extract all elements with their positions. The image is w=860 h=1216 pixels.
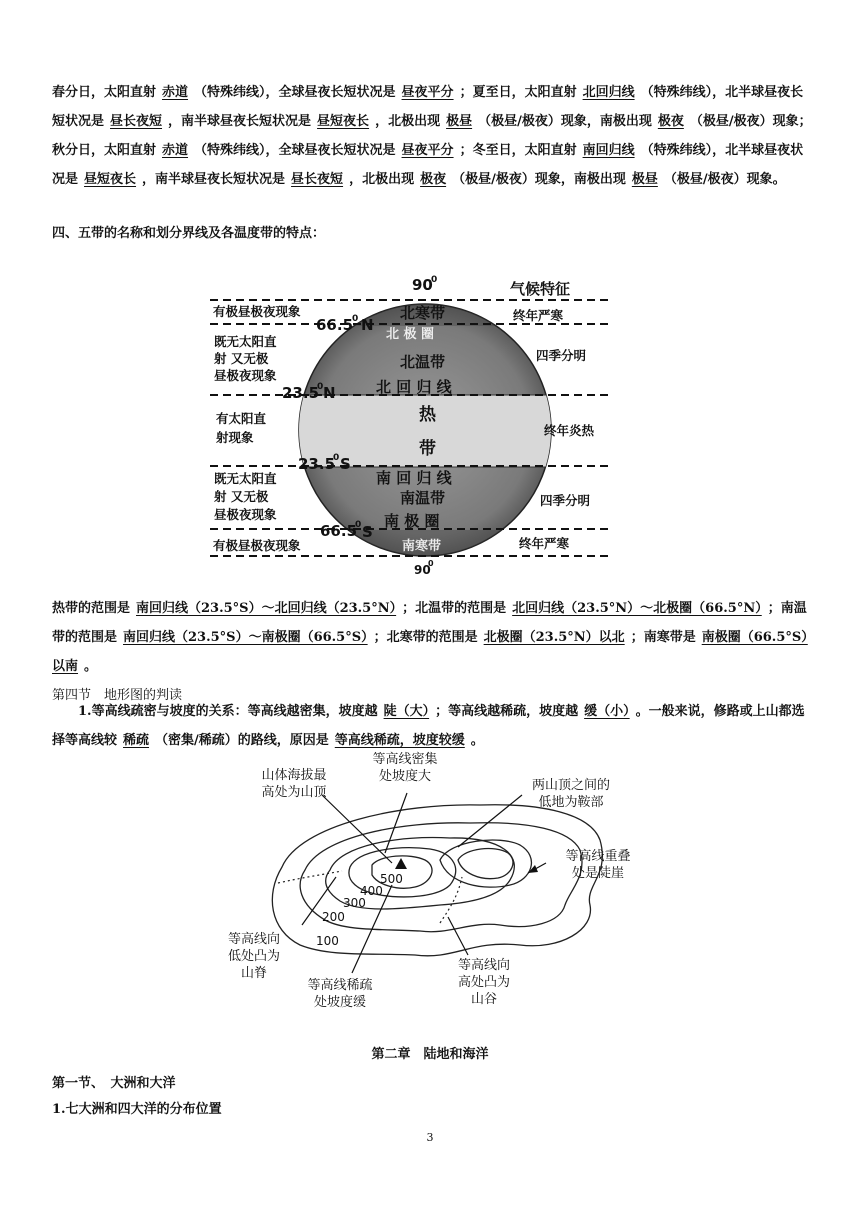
svg-text:23.5: 23.5 [298,455,336,473]
svg-text:射 又无极: 射 又无极 [214,489,269,504]
svg-text:低地为鞍部: 低地为鞍部 [538,795,604,810]
svg-text:0: 0 [355,520,362,530]
svg-text:N: N [323,384,336,402]
svg-text:0: 0 [431,275,438,285]
svg-text:处坡度缓: 处坡度缓 [313,995,367,1010]
svg-text:N: N [361,316,374,334]
svg-text:等高线向: 等高线向 [457,958,511,973]
svg-text:两山顶之间的: 两山顶之间的 [531,778,611,793]
svg-text:等高线向: 等高线向 [227,932,281,947]
tropic-label-2: 带 [419,439,436,459]
climate-header: 气候特征 [510,280,571,298]
svg-text:0: 0 [317,382,324,392]
item-continents-oceans: 1.七大洲和四大洋的分布位置 [52,1102,222,1117]
svg-text:等高线密集: 等高线密集 [372,752,438,767]
left-polar-south: 有极昼极夜现象 [213,538,301,553]
svg-text:射现象: 射现象 [216,430,254,445]
page-number: 3 [426,1131,434,1144]
svg-text:既无太阳直: 既无太阳直 [214,334,277,349]
svg-text:有太阳直: 有太阳直 [216,411,267,426]
svg-text:0: 0 [352,314,359,324]
solar-terms-paragraph: 春分日，太阳直射 赤道 （特殊纬线），全球昼夜长短状况是 昼夜平分 ；夏至日，太阳直射 北回归线 （特殊纬线），北半球昼夜长短状况是 昼长夜短 ，南半球昼夜长短状况是 昼短夜长 ，北极出现 极昼 （极昼/极夜）现象，南极出现 极夜 （极昼/极夜）现象；秋分日，太阳直射 赤道 （特殊纬线），全球昼夜长短状况是 昼夜平分 ；冬至日，太阳直射 南回归线 （特殊纬线），北半球昼夜状况是 昼短夜长 ，南半球昼夜长短状况是 昼长夜短 ，北极出现 极夜 （极昼/极夜）现象，南极出现 极昼 （极昼/极夜）现象。 [52,85,812,187]
svg-text:等高线稀疏: 等高线稀疏 [307,978,373,993]
south-temperate-label: 南温带 [400,489,446,507]
north-temperate-label: 北温带 [400,353,446,371]
right-temperate-north: 四季分明 [536,348,587,363]
tropic-cancer-label: 北 回 归 线 [376,378,452,396]
north-frigid-label: 北寒带 [400,304,446,322]
svg-text:0: 0 [428,559,434,568]
peak-triangle [395,858,407,869]
south-frigid-label: 南寒带 [402,539,442,554]
svg-text:处是陡崖: 处是陡崖 [571,866,625,881]
chapter-title: 第二章 陆地和海洋 [371,1047,489,1062]
tropic-capricorn-label: 南 回 归 线 [376,469,452,487]
contour-label-500: 500 [380,872,403,886]
contour-label-400: 400 [360,884,383,898]
svg-text:山体海拔最: 山体海拔最 [261,768,327,783]
svg-text:处坡度大: 处坡度大 [378,769,432,784]
right-tropic: 终年炎热 [544,423,595,438]
antarctic-circle-label: 南 极 圈 [384,512,440,530]
svg-text:S: S [362,523,373,541]
heading-five-zones: 四、五带的名称和划分界线及各温度带的特点： [52,226,326,241]
tropic-label-1: 热 [419,405,436,425]
svg-text:0: 0 [333,453,340,463]
svg-text:既无太阳直: 既无太阳直 [214,471,277,486]
svg-text:山谷: 山谷 [470,992,498,1007]
right-temperate-south: 四季分明 [540,493,591,508]
svg-text:S: S [340,455,351,473]
contour-paragraph: 1.等高线疏密与坡度的关系：等高线越密集，坡度越 陡（大） ；等高线越稀疏，坡度越 缓（小） 。一般来说，修路或上山都选择等高线较 稀疏 （密集/稀疏）的路线，原因是 等高线稀疏，坡度较缓 。 [52,704,805,748]
arctic-circle-label: 北 极 圈 [386,327,435,342]
svg-text:高处凸为: 高处凸为 [457,975,511,990]
svg-text:低处凸为: 低处凸为 [227,949,281,964]
svg-text:66.5: 66.5 [316,316,354,334]
svg-text:23.5: 23.5 [282,384,320,402]
svg-text:昼极夜现象: 昼极夜现象 [214,507,277,522]
section-title-topo: 第四节 地形图的判读 [52,688,183,703]
contour-diagram [0,745,860,1035]
right-polar-south: 终年严寒 [519,536,570,551]
section-title-continents: 第一节、 大洲和大洋 [52,1076,176,1091]
svg-text:等高线重叠: 等高线重叠 [565,849,631,864]
svg-text:山脊: 山脊 [240,966,268,981]
top-degree: 90 [412,276,433,294]
svg-text:昼极夜现象: 昼极夜现象 [214,368,277,383]
second-peak-inner [458,849,513,879]
svg-text:射 又无极: 射 又无极 [214,351,269,366]
contour-label-100: 100 [316,934,339,948]
zone-ranges-paragraph: 热带的范围是 南回归线（23.5°S）～北回归线（23.5°N） ；北温带的范围是 北回归线（23.5°N）～北极圈（66.5°N） ；南温带的范围是 南回归线（23.5°S）～南极圈（66.5°S） ；北寒带的范围是 北极圈（23.5°N）以北 ；南寒带是 南极圈（66.5°S）以南 。 [52,601,808,674]
bottom-degree: 90 [414,563,431,577]
left-polar-north: 有极昼极夜现象 [213,304,301,319]
svg-text:高处为山顶: 高处为山顶 [261,785,327,800]
contour-label-300: 300 [343,896,366,910]
svg-text:66.5: 66.5 [320,522,358,540]
five-zones-diagram [0,258,860,588]
right-polar-north: 终年严寒 [513,308,564,323]
contour-label-200: 200 [322,910,345,924]
